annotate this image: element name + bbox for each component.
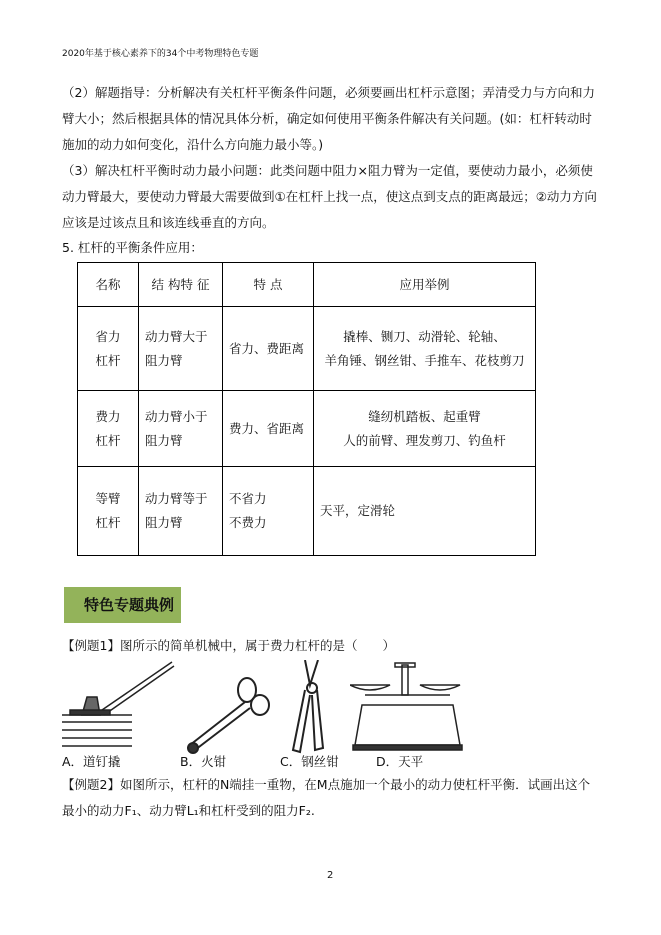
paragraph-guidance: （2）解题指导：分析解决有关杠杆平衡条件问题，必须要画出杠杆示意图；弄清受力与方向和力臂大小；然后根据具体的情况具体分析，确定如何使用平衡条件解决有关问题。(如：杠杆转动时施加的动力如何变化，沿什么方向施力最小等。) <box>62 85 595 152</box>
nail-puller-image <box>62 660 177 755</box>
paragraph-min-force: （3）解决杠杆平衡时动力最小问题：此类问题中阻力×阻力臂为一定值，要使动力最小，必须使动力臂最大，要使动力臂最大需要做到①在杠杆上找一点，使这点到支点的距离最远；②动力方向应该是过该点且和该连线垂直的方向。 <box>62 163 597 230</box>
cell: 杠杆 <box>95 352 121 368</box>
balance-scale-image <box>350 660 465 755</box>
option-b: B．火钳 <box>180 754 227 769</box>
cell: 杠杆 <box>95 515 121 530</box>
cell: 费力 <box>95 408 121 424</box>
page-number: 2 <box>327 870 334 881</box>
cell: 杠杆 <box>95 432 121 448</box>
table-row <box>78 307 536 391</box>
cell: 动力臂等于 <box>145 491 208 506</box>
cell: 不费力 <box>229 515 267 530</box>
page-header: 2020年基于核心素养下的34个中考物理特色专题 <box>62 49 259 59</box>
cell: 缝纫机踏板、起重臂 <box>368 408 481 424</box>
table-header: 应用举例 <box>314 263 536 307</box>
cell: 人的前臂、理发剪刀、钓鱼杆 <box>343 432 506 448</box>
pliers-image <box>290 660 330 755</box>
cell: 阻力臂 <box>145 352 183 368</box>
table-header: 名称 <box>78 263 139 307</box>
table-row <box>78 467 536 556</box>
cell: 天平，定滑轮 <box>320 503 396 518</box>
cell: 动力臂小于 <box>145 408 208 424</box>
cell: 撬棒、铡刀、动滑轮、轮轴、 <box>343 328 506 344</box>
example-1-question: 【例题1】图所示的简单机械中，属于费力杠杆的是（ ） <box>62 638 395 653</box>
cell: 动力臂大于 <box>145 328 208 344</box>
example-2-question: 【例题2】如图所示，杠杆的N端挂一重物，在M点施加一个最小的动力使杠杆平衡．试画出这个最小的动力F₁、动力臂L₁和杠杆受到的阻力F₂. <box>62 777 591 818</box>
cell: 不省力 <box>229 491 267 506</box>
cell: 等臂 <box>95 491 121 506</box>
section-banner: 特色专题典例 <box>64 587 181 623</box>
table-header: 结 构特 征 <box>139 263 223 307</box>
section-heading-5: 5. 杠杆的平衡条件应用： <box>62 240 203 255</box>
option-d: D．天平 <box>376 754 424 769</box>
cell: 省力、费距离 <box>229 340 305 356</box>
cell: 省力 <box>95 328 121 344</box>
table-header: 特 点 <box>223 263 314 307</box>
cell: 羊角锤、钢丝钳、手推车、花枝剪刀 <box>324 352 525 368</box>
cell: 费力、省距离 <box>229 420 305 436</box>
cell: 阻力臂 <box>145 432 183 448</box>
fire-tongs-image <box>185 660 270 755</box>
option-c: C．钢丝钳 <box>280 754 339 769</box>
cell: 阻力臂 <box>145 515 183 530</box>
lever-table <box>77 262 536 556</box>
table-row <box>78 391 536 467</box>
option-a: A．道钉撬 <box>62 754 121 769</box>
